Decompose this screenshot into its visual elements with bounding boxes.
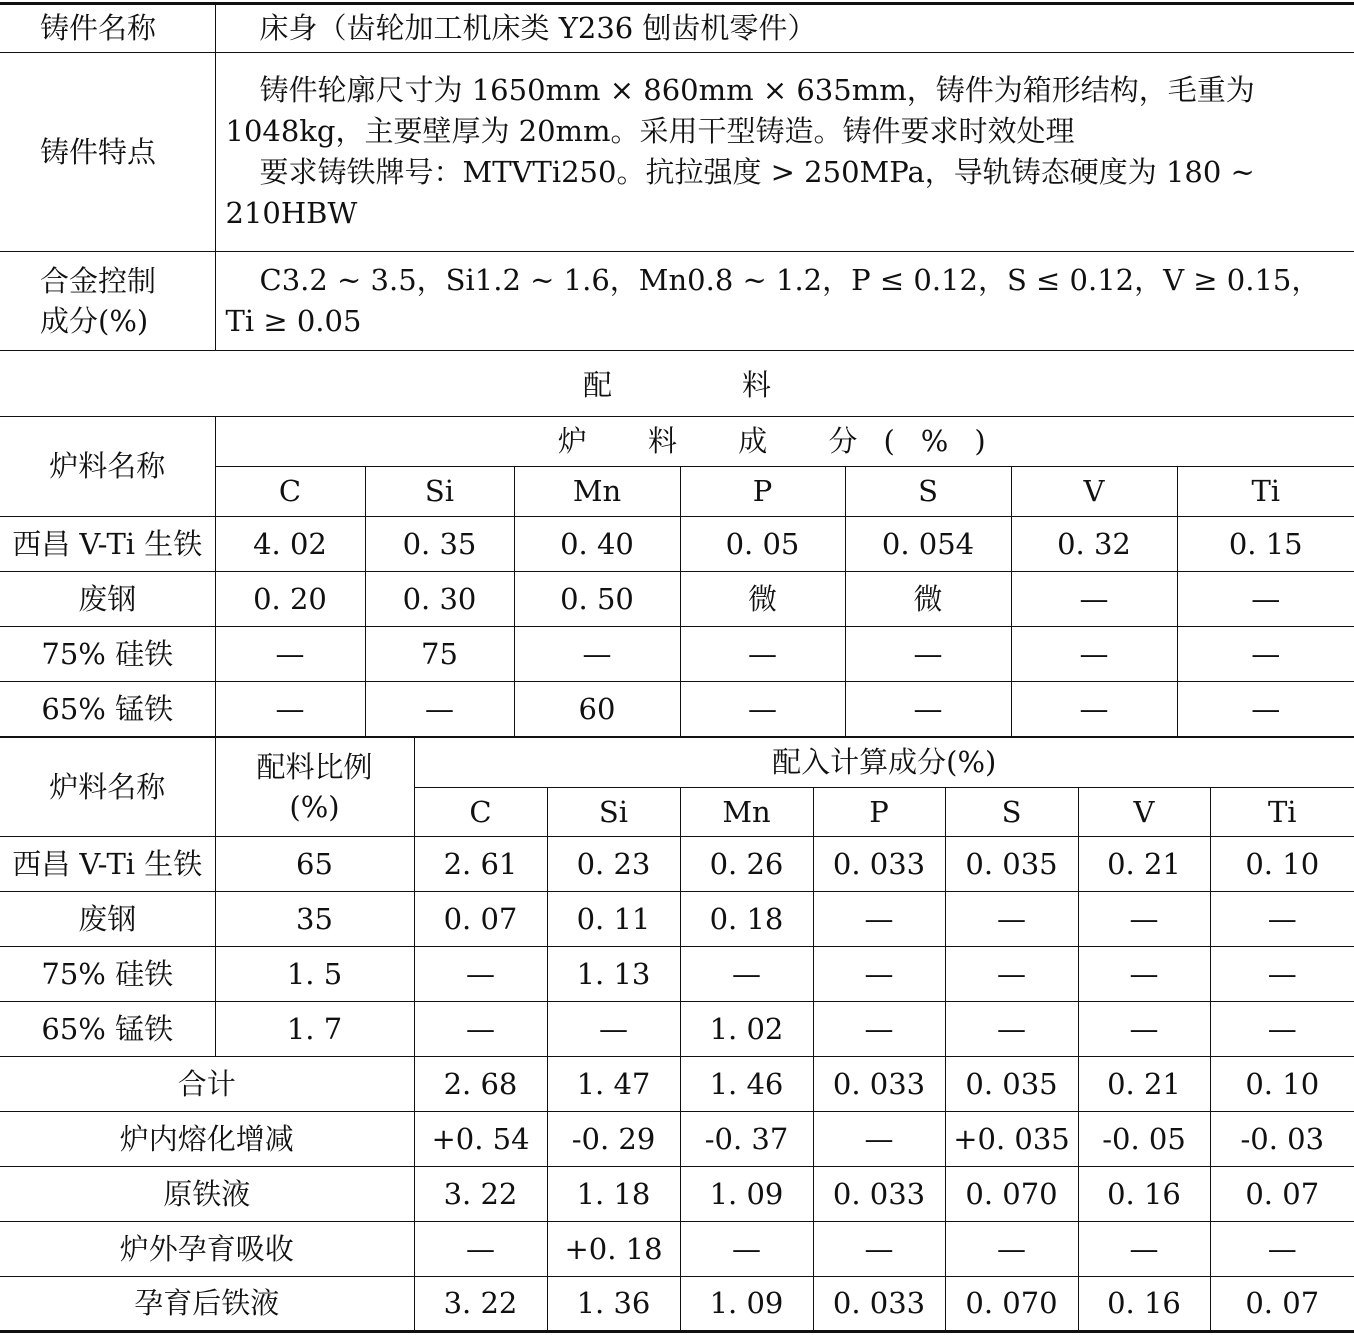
calc-value-cell: —	[813, 1002, 945, 1057]
charge-value-cell: —	[845, 682, 1011, 737]
summary-value-cell: 0. 10	[1210, 1057, 1354, 1112]
calc-value-cell: 0. 035	[945, 837, 1078, 892]
calc-ratio-header	[215, 738, 414, 837]
calc-value-cell: 1. 02	[680, 1002, 813, 1057]
summary-row-name: 炉外孕育吸收	[0, 1222, 414, 1277]
calc-element-header: Mn	[680, 788, 813, 837]
calc-value-cell: —	[680, 947, 813, 1002]
charge-value-cell: —	[365, 682, 514, 737]
calc-value-cell: —	[945, 947, 1078, 1002]
charge-value-cell: —	[1177, 627, 1354, 682]
summary-row	[0, 1167, 1354, 1222]
casting-features-line2: 要求铸铁牌号：MTVTi250。抗拉强度 > 250MPa，导轨铸态硬度为 180 ~ 210HBW	[225, 155, 1255, 230]
summary-value-cell: —	[813, 1112, 945, 1167]
charge-row-name: 65% 锰铁	[0, 682, 215, 737]
charge-value-cell: —	[1011, 627, 1177, 682]
charge-element-header: V	[1011, 467, 1177, 517]
summary-value-cell: -0. 03	[1210, 1112, 1354, 1167]
summary-value-cell: —	[945, 1222, 1078, 1277]
alloy-control-value: C3.2 ~ 3.5，Si1.2 ~ 1.6，Mn0.8 ~ 1.2，P ≤ 0.12，S ≤ 0.12，V ≥ 0.15，Ti ≥ 0.05	[215, 252, 1354, 351]
charge-value-cell: —	[1177, 572, 1354, 627]
summary-row	[0, 1112, 1354, 1167]
calc-body	[0, 837, 1354, 1332]
charge-comp-header: 炉 料 成 分(%)	[215, 417, 1354, 467]
charge-element-header: C	[215, 467, 365, 517]
summary-value-cell: 1. 47	[547, 1057, 680, 1112]
calc-ratio-header-line1: 配料比例	[256, 750, 373, 784]
calc-value-cell: 0. 26	[680, 837, 813, 892]
summary-row-name: 炉内熔化增减	[0, 1112, 414, 1167]
casting-features-line1: 铸件轮廓尺寸为 1650mm × 860mm × 635mm，铸件为箱形结构，毛重为 1048kg，主要壁厚为 20mm。采用干型铸造。铸件要求时效处理	[225, 73, 1255, 148]
casting-features-row	[0, 53, 1354, 252]
table-row	[0, 947, 1354, 1002]
summary-value-cell: —	[1078, 1222, 1210, 1277]
charge-element-header: Mn	[514, 467, 680, 517]
summary-value-cell: 1. 36	[547, 1277, 680, 1332]
calc-value-cell: —	[414, 947, 547, 1002]
charge-value-cell: 60	[514, 682, 680, 737]
calc-value-cell: 0. 23	[547, 837, 680, 892]
calc-value-cell: 1. 13	[547, 947, 680, 1002]
calc-value-cell: —	[813, 947, 945, 1002]
summary-row-name: 孕育后铁液	[0, 1277, 414, 1332]
calc-row-ratio: 65	[215, 837, 414, 892]
charge-value-cell: 0. 05	[680, 517, 845, 572]
summary-value-cell: 1. 46	[680, 1057, 813, 1112]
summary-value-cell: +0. 035	[945, 1112, 1078, 1167]
calc-value-cell: —	[1078, 947, 1210, 1002]
calc-value-cell: 0. 10	[1210, 837, 1354, 892]
calc-name-header: 炉料名称	[0, 738, 215, 837]
calc-value-cell: —	[547, 1002, 680, 1057]
casting-features-label: 铸件特点	[0, 53, 215, 252]
summary-row-name: 合计	[0, 1057, 414, 1112]
summary-value-cell: 0. 07	[1210, 1167, 1354, 1222]
summary-value-cell: —	[813, 1222, 945, 1277]
table-row	[0, 517, 1354, 572]
summary-value-cell: 0. 07	[1210, 1277, 1354, 1332]
summary-value-cell: 0. 16	[1078, 1167, 1210, 1222]
alloy-label-line1: 合金控制	[40, 264, 157, 298]
charge-element-header: S	[845, 467, 1011, 517]
charge-value-cell: 0. 20	[215, 572, 365, 627]
alloy-label-line2: 成分(%)	[40, 304, 149, 338]
calc-value-cell: —	[1078, 892, 1210, 947]
casting-name-row	[0, 4, 1354, 53]
calc-value-cell: —	[1078, 1002, 1210, 1057]
charge-composition-table	[0, 416, 1354, 737]
calc-row-name: 65% 锰铁	[0, 1002, 215, 1057]
calc-value-cell: 0. 21	[1078, 837, 1210, 892]
calc-row-ratio: 1. 7	[215, 1002, 414, 1057]
charge-value-cell: 0. 50	[514, 572, 680, 627]
summary-value-cell: 0. 070	[945, 1277, 1078, 1332]
charge-element-header: Ti	[1177, 467, 1354, 517]
casting-info-table	[0, 2, 1354, 351]
calc-value-cell: 0. 18	[680, 892, 813, 947]
calc-row-name: 75% 硅铁	[0, 947, 215, 1002]
summary-value-cell: -0. 37	[680, 1112, 813, 1167]
calc-row-ratio: 35	[215, 892, 414, 947]
calc-value-cell: —	[945, 1002, 1078, 1057]
charge-value-cell: 0. 40	[514, 517, 680, 572]
calc-value-cell: —	[1210, 892, 1354, 947]
summary-value-cell: 1. 09	[680, 1167, 813, 1222]
table-row	[0, 892, 1354, 947]
table-row	[0, 627, 1354, 682]
summary-value-cell: 0. 033	[813, 1057, 945, 1112]
calc-ratio-header-line2: (%)	[289, 790, 340, 824]
calc-composition-table	[0, 737, 1354, 1333]
table-row	[0, 572, 1354, 627]
calc-element-header: Ti	[1210, 788, 1354, 837]
calc-row-ratio: 1. 5	[215, 947, 414, 1002]
charge-value-cell: 0. 15	[1177, 517, 1354, 572]
summary-value-cell: 3. 22	[414, 1167, 547, 1222]
calc-row-name: 西昌 V-Ti 生铁	[0, 837, 215, 892]
charge-name-header: 炉料名称	[0, 417, 215, 517]
charge-row-name: 废钢	[0, 572, 215, 627]
charge-value-cell: —	[680, 627, 845, 682]
casting-features-cell	[215, 53, 1354, 252]
charge-value-cell: —	[845, 627, 1011, 682]
charge-value-cell: 4. 02	[215, 517, 365, 572]
charge-row-name: 75% 硅铁	[0, 627, 215, 682]
charge-value-cell: 0. 054	[845, 517, 1011, 572]
table-row	[0, 837, 1354, 892]
charge-value-cell: —	[1011, 682, 1177, 737]
alloy-control-row	[0, 252, 1354, 351]
section-title: 配料	[582, 367, 901, 402]
summary-value-cell: +0. 54	[414, 1112, 547, 1167]
summary-row	[0, 1277, 1354, 1332]
summary-value-cell: -0. 05	[1078, 1112, 1210, 1167]
casting-name-value: 床身（齿轮加工机床类 Y236 刨齿机零件）	[215, 4, 1354, 53]
summary-value-cell: 0. 070	[945, 1167, 1078, 1222]
summary-value-cell: —	[414, 1222, 547, 1277]
calc-element-header: V	[1078, 788, 1210, 837]
calc-element-header: C	[414, 788, 547, 837]
calc-value-cell: 2. 61	[414, 837, 547, 892]
charge-value-cell: —	[514, 627, 680, 682]
charge-element-header: Si	[365, 467, 514, 517]
calc-value-cell: 0. 033	[813, 837, 945, 892]
calc-value-cell: —	[813, 892, 945, 947]
charge-value-cell: 0. 30	[365, 572, 514, 627]
calc-value-cell: —	[1210, 947, 1354, 1002]
calc-value-cell: —	[1210, 1002, 1354, 1057]
summary-row	[0, 1057, 1354, 1112]
calc-value-cell: —	[414, 1002, 547, 1057]
calc-element-header: P	[813, 788, 945, 837]
calc-element-header: Si	[547, 788, 680, 837]
summary-value-cell: -0. 29	[547, 1112, 680, 1167]
charge-value-cell: 0. 32	[1011, 517, 1177, 572]
summary-value-cell: +0. 18	[547, 1222, 680, 1277]
charge-value-cell: —	[1177, 682, 1354, 737]
calc-header-row	[0, 738, 1354, 788]
charge-element-header: P	[680, 467, 845, 517]
charge-header-row	[0, 417, 1354, 467]
charge-value-cell: 0. 35	[365, 517, 514, 572]
table-row	[0, 1002, 1354, 1057]
summary-value-cell: 0. 16	[1078, 1277, 1210, 1332]
summary-value-cell: 0. 033	[813, 1167, 945, 1222]
summary-value-cell: 0. 035	[945, 1057, 1078, 1112]
charge-value-cell: —	[680, 682, 845, 737]
calc-value-cell: 0. 07	[414, 892, 547, 947]
charge-value-cell: —	[215, 627, 365, 682]
calc-element-header: S	[945, 788, 1078, 837]
table-row	[0, 682, 1354, 737]
charge-row-name: 西昌 V-Ti 生铁	[0, 517, 215, 572]
summary-value-cell: 1. 18	[547, 1167, 680, 1222]
calc-value-cell: 0. 11	[547, 892, 680, 947]
summary-value-cell: 2. 68	[414, 1057, 547, 1112]
summary-row	[0, 1222, 1354, 1277]
charge-body	[0, 517, 1354, 737]
calc-value-cell: —	[945, 892, 1078, 947]
summary-value-cell: 3. 22	[414, 1277, 547, 1332]
charge-value-cell: —	[1011, 572, 1177, 627]
summary-value-cell: 0. 21	[1078, 1057, 1210, 1112]
charge-value-cell: 微	[845, 572, 1011, 627]
casting-name-label: 铸件名称	[0, 4, 215, 53]
charge-value-cell: —	[215, 682, 365, 737]
summary-value-cell: —	[680, 1222, 813, 1277]
charge-value-cell: 微	[680, 572, 845, 627]
summary-value-cell: —	[1210, 1222, 1354, 1277]
alloy-control-label	[0, 252, 215, 351]
summary-row-name: 原铁液	[0, 1167, 414, 1222]
calc-row-name: 废钢	[0, 892, 215, 947]
summary-value-cell: 0. 033	[813, 1277, 945, 1332]
calc-comp-header: 配入计算成分(%)	[414, 738, 1354, 788]
summary-value-cell: 1. 09	[680, 1277, 813, 1332]
charge-value-cell: 75	[365, 627, 514, 682]
